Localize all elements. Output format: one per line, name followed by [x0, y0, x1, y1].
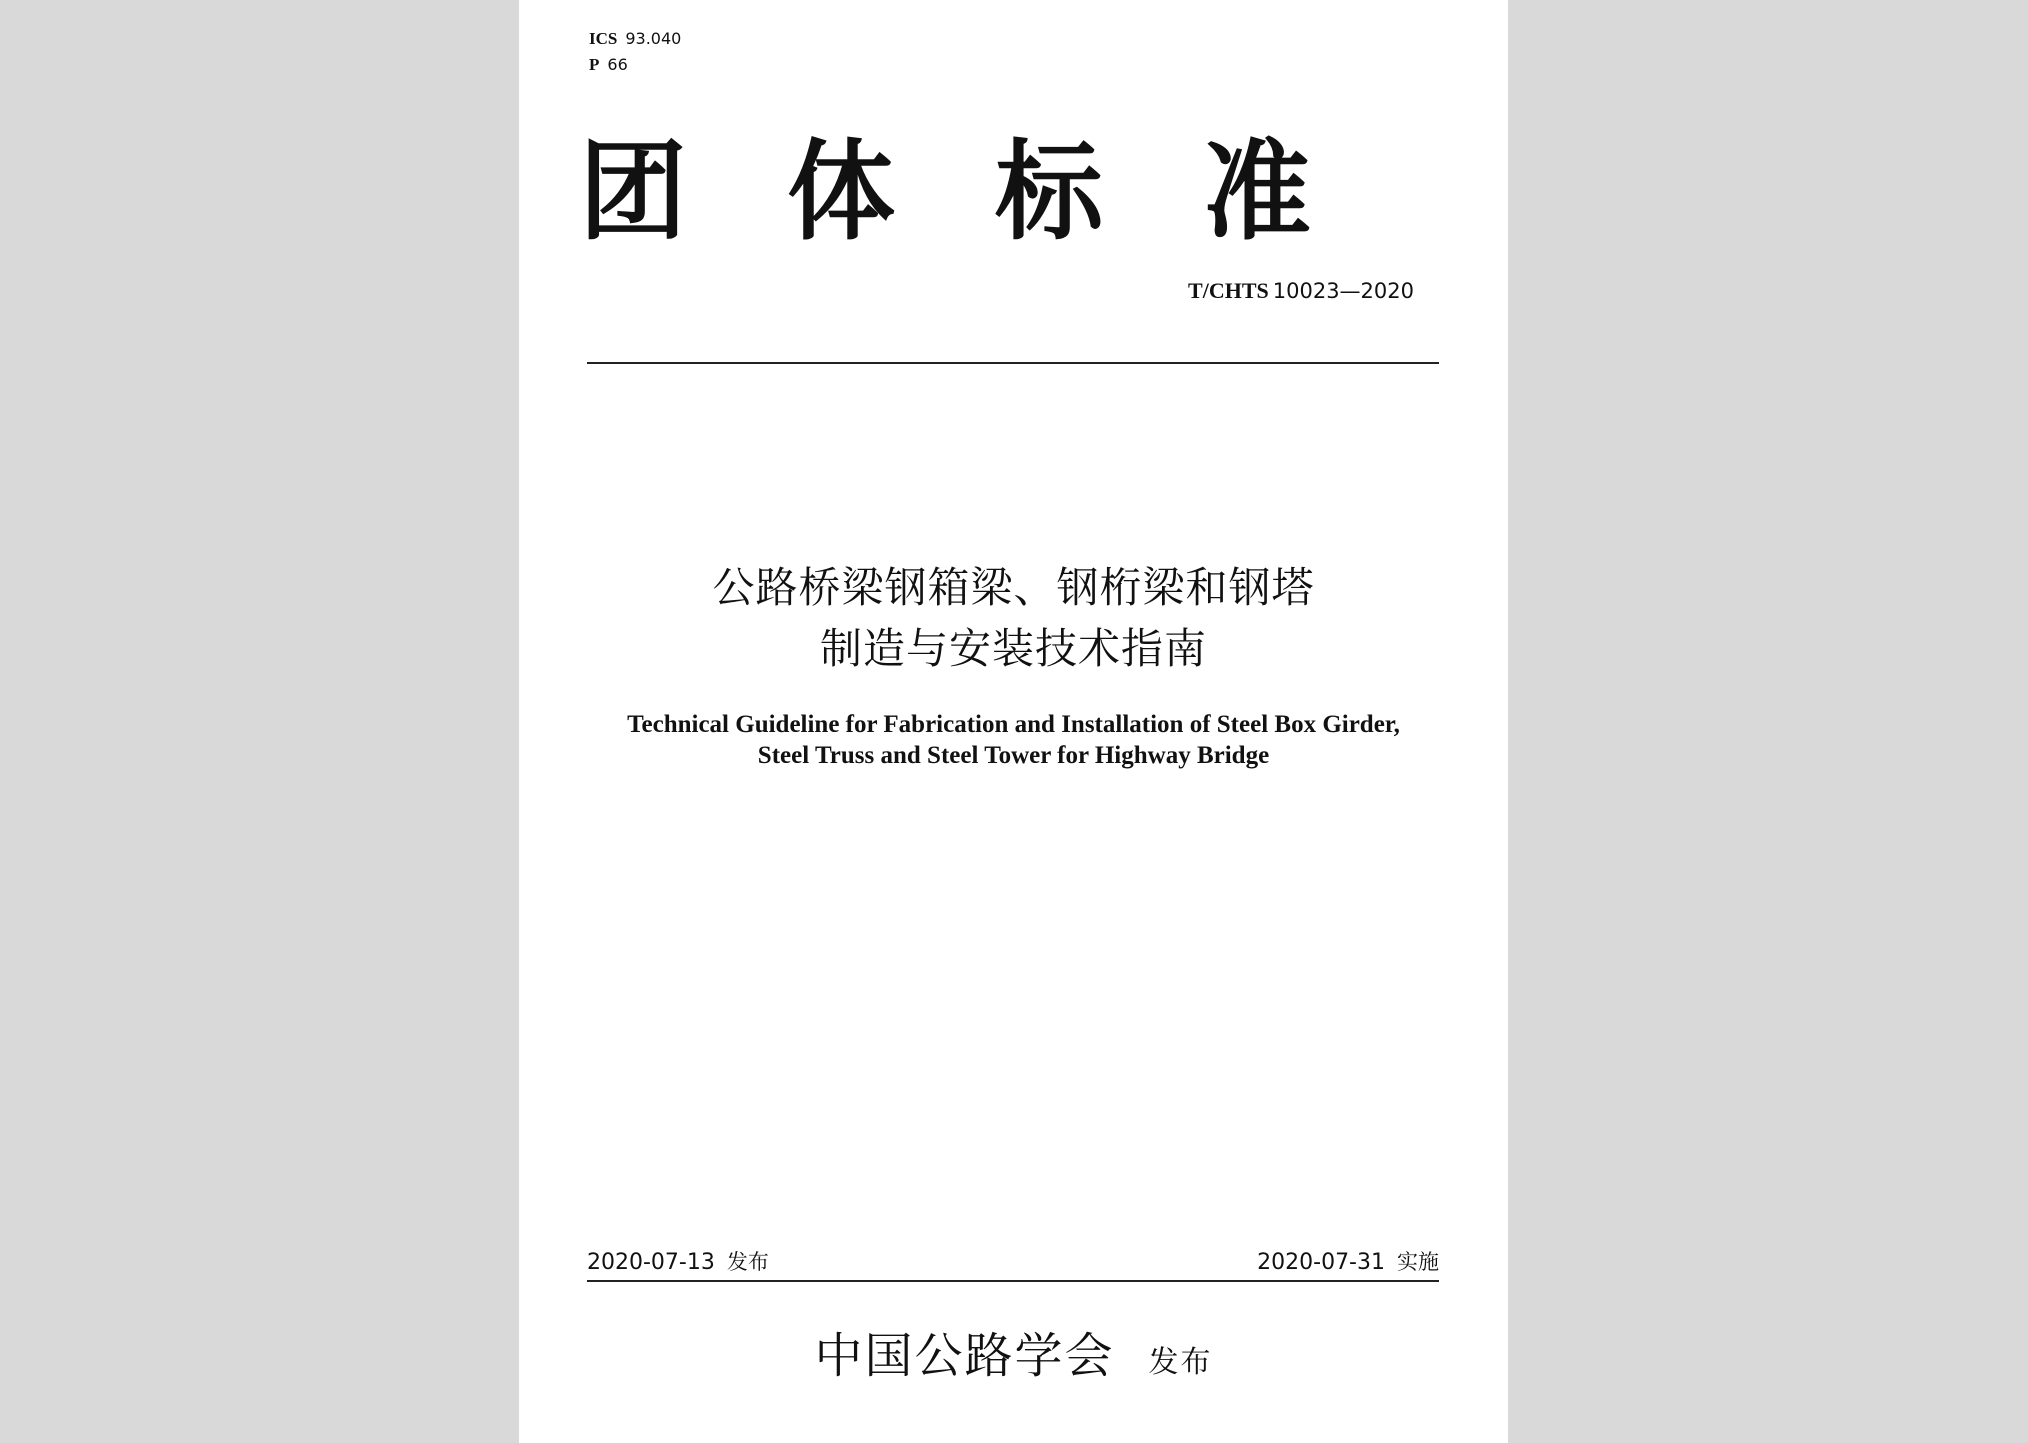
english-title-line-2: Steel Truss and Steel Tower for Highway Bridge — [757, 742, 1270, 769]
publisher — [519, 1326, 1508, 1393]
chinese-title-line-2: 制造与安装技术指南 — [819, 624, 1207, 673]
implementation-date-label: 实施 — [1397, 1250, 1439, 1274]
chinese-title-line-1: 公路桥梁钢箱梁、钢桁梁和钢塔 — [712, 563, 1315, 612]
implementation-date-value: 2020-07-31 — [1257, 1250, 1385, 1275]
issue-date-value: 2020-07-13 — [587, 1250, 715, 1275]
issue-date — [587, 1247, 769, 1278]
standard-type-title: 团体标准 — [579, 130, 1412, 255]
ccs-code — [589, 55, 628, 75]
bottom-divider — [587, 1280, 1439, 1282]
standard-number — [1188, 278, 1414, 304]
implementation-date — [1257, 1247, 1439, 1278]
document-page — [519, 0, 1508, 1443]
publisher-name: 中国公路学会 — [814, 1328, 1115, 1384]
ics-code — [589, 29, 681, 49]
ccs-label: P — [589, 55, 600, 74]
ics-value: 93.040 — [625, 29, 682, 48]
date-row — [587, 1247, 1439, 1279]
standard-number-prefix: T/CHTS — [1188, 278, 1269, 303]
publisher-action: 发布 — [1148, 1345, 1213, 1380]
english-title-line-1: Technical Guideline for Fabrication and Installation of Steel Box Girder, — [627, 711, 1400, 738]
issue-date-label: 发布 — [726, 1250, 769, 1274]
ics-label: ICS — [589, 29, 618, 48]
ccs-value: 66 — [607, 55, 628, 74]
top-divider — [587, 362, 1439, 364]
standard-number-value: 10023—2020 — [1272, 279, 1414, 303]
